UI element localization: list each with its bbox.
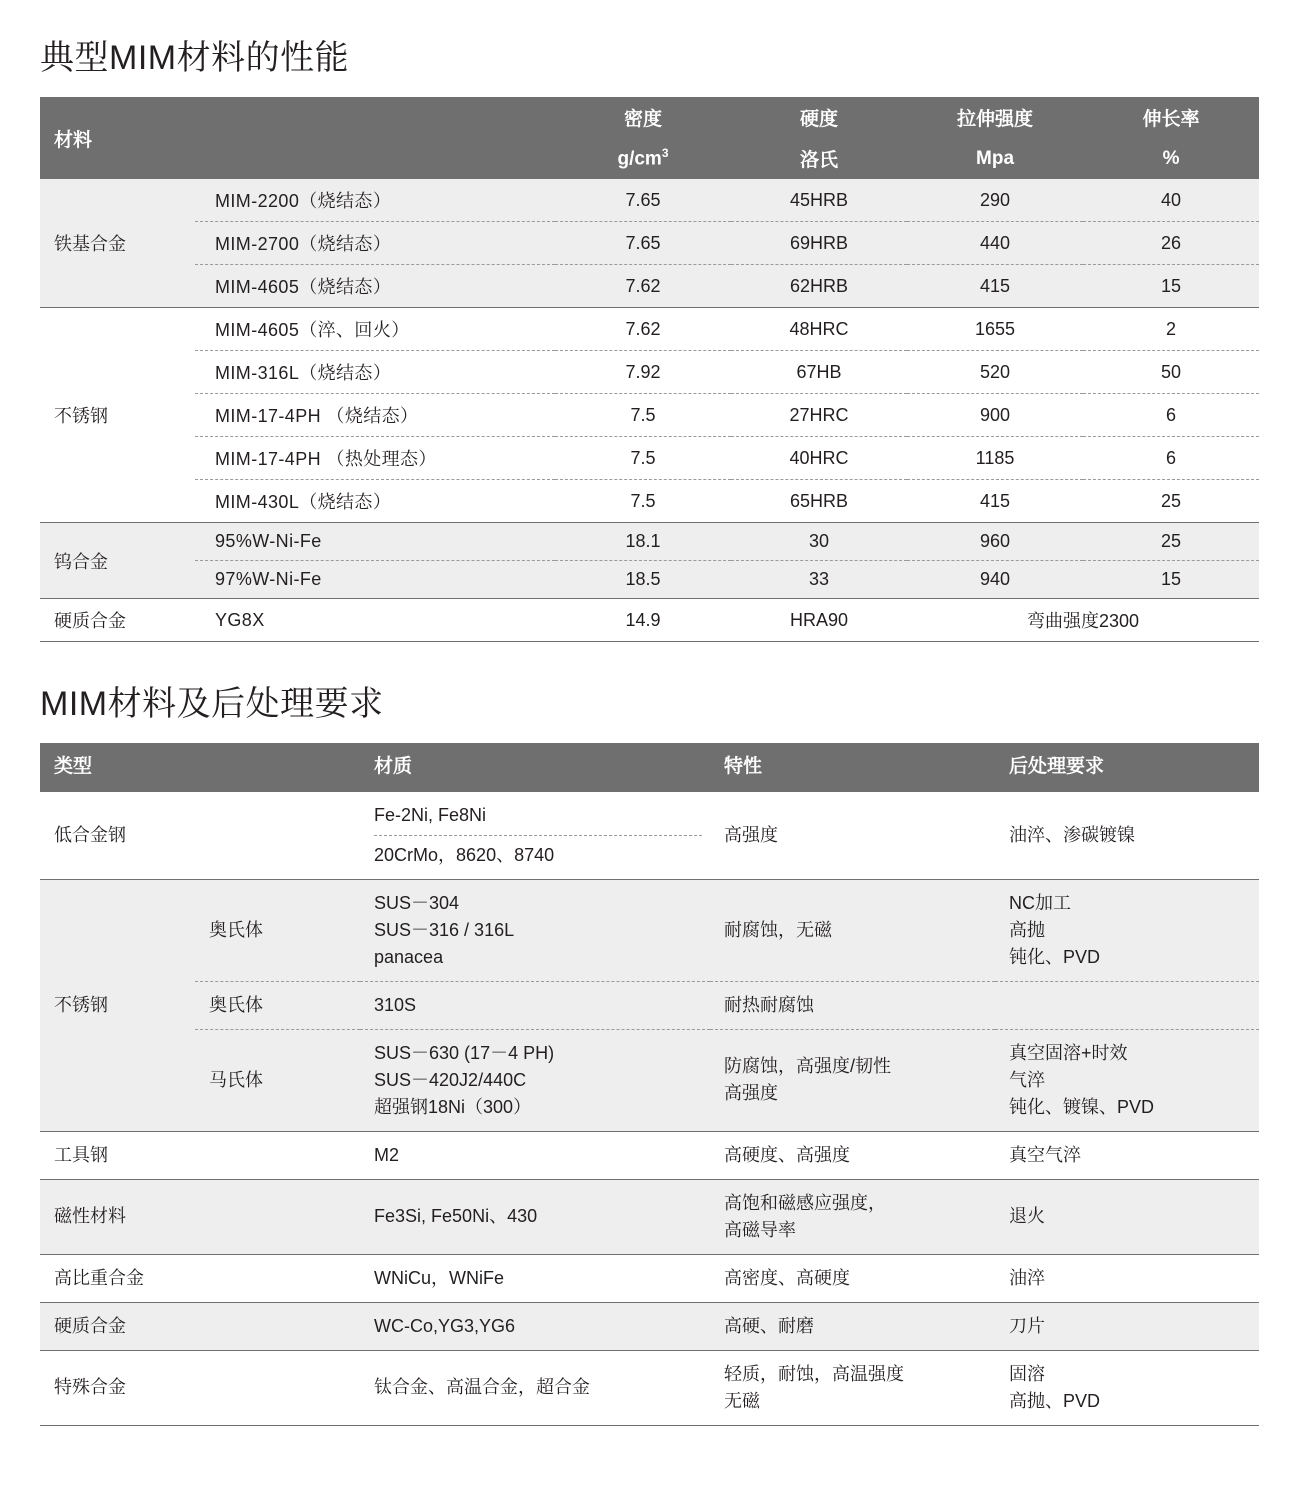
material-line: SUS－304 bbox=[374, 892, 460, 913]
elongation-value: 15 bbox=[1083, 265, 1259, 308]
mim-performance-table bbox=[40, 97, 1259, 642]
table-header-row bbox=[40, 743, 1259, 792]
material-line: SUS－316 / 316L bbox=[374, 919, 515, 940]
material-cell bbox=[360, 792, 710, 880]
header-density: 密度 bbox=[555, 97, 731, 138]
header-hardness-unit: 洛氏 bbox=[731, 138, 907, 179]
header-density-unit: $g/cm^3$ bbox=[555, 138, 731, 179]
table-row bbox=[40, 480, 1259, 523]
table-row bbox=[40, 523, 1259, 561]
header-property: 特性 bbox=[710, 743, 995, 792]
header-tensile-unit: Mpa bbox=[907, 138, 1083, 179]
material-cell bbox=[360, 1029, 710, 1131]
post-cell: 油淬 bbox=[995, 1254, 1259, 1302]
material-name: MIM‑17-4PH （烧结态） bbox=[195, 394, 555, 437]
elongation-value: 6 bbox=[1083, 437, 1259, 480]
hardness-value: 45HRB bbox=[731, 179, 907, 222]
material-name: MIM-2700（烧结态） bbox=[195, 222, 555, 265]
material-name: 95%W-Ni-Fe bbox=[195, 523, 555, 561]
material-name: YG8X bbox=[195, 599, 555, 642]
post-cell bbox=[995, 981, 1259, 1029]
property-cell bbox=[710, 1179, 995, 1254]
type-name: 低合金钢 bbox=[40, 792, 360, 880]
elongation-value: 26 bbox=[1083, 222, 1259, 265]
material-name: MIM‑316L（烧结态） bbox=[195, 351, 555, 394]
tensile-value: 940 bbox=[907, 561, 1083, 599]
table-header bbox=[40, 97, 1259, 179]
density-value: 7.65 bbox=[555, 222, 731, 265]
post-line: 气淬 bbox=[1009, 1069, 1046, 1090]
table-row bbox=[40, 561, 1259, 599]
table-row bbox=[40, 351, 1259, 394]
property-cell: 高硬、耐磨 bbox=[710, 1302, 995, 1350]
table-row bbox=[40, 792, 1259, 880]
material-cell: WC-Co,YG3,YG6 bbox=[360, 1302, 710, 1350]
tensile-value: 415 bbox=[907, 265, 1083, 308]
post-line: 钝化、PVD bbox=[1009, 946, 1101, 967]
post-line: 钝化、镀镍、PVD bbox=[1009, 1096, 1155, 1117]
material-line: panacea bbox=[374, 946, 444, 967]
density-value: 14.9 bbox=[555, 599, 731, 642]
table-row bbox=[40, 879, 1259, 981]
hardness-value: 33 bbox=[731, 561, 907, 599]
property-line: 无磁 bbox=[724, 1390, 761, 1411]
material-cell: Fe3Si, Fe50Ni、430 bbox=[360, 1179, 710, 1254]
property-line: 轻质，耐蚀，高温强度 bbox=[724, 1363, 905, 1384]
material-cell: 310S bbox=[360, 981, 710, 1029]
page-title-performance: 典型MIM材料的性能 bbox=[40, 39, 350, 77]
group-name: 硬质合金 bbox=[40, 599, 195, 642]
property-cell: 高强度 bbox=[710, 792, 995, 880]
group-name: 铁基合金 bbox=[40, 179, 195, 308]
property-line: 高强度 bbox=[724, 1083, 779, 1103]
material-name: MIM-4605（淬、回火） bbox=[195, 308, 555, 351]
table-row bbox=[40, 179, 1259, 222]
table-row bbox=[40, 308, 1259, 351]
table-row bbox=[40, 599, 1259, 642]
header-elongation: 伸长率 bbox=[1083, 97, 1259, 138]
post-cell bbox=[995, 1350, 1259, 1425]
elongation-value: 2 bbox=[1083, 308, 1259, 351]
elongation-value: 6 bbox=[1083, 394, 1259, 437]
subtype-name: 奥氏体 bbox=[195, 879, 360, 981]
property-line: 高饱和磁感应强度， bbox=[724, 1192, 887, 1213]
post-cell bbox=[995, 1029, 1259, 1131]
density-value: 7.65 bbox=[555, 179, 731, 222]
tensile-value: 960 bbox=[907, 523, 1083, 561]
elongation-value: 40 bbox=[1083, 179, 1259, 222]
group-name: 钨合金 bbox=[40, 523, 195, 599]
header-tensile: 拉伸强度 bbox=[907, 97, 1083, 138]
property-line: 高磁导率 bbox=[724, 1219, 797, 1240]
tensile-value: 1655 bbox=[907, 308, 1083, 351]
elongation-value: 25 bbox=[1083, 480, 1259, 523]
subtype-name: 奥氏体 bbox=[195, 981, 360, 1029]
type-name: 高比重合金 bbox=[40, 1254, 360, 1302]
tensile-value: 290 bbox=[907, 179, 1083, 222]
density-value: 7.5 bbox=[555, 394, 731, 437]
property-cell: 高硬度、高强度 bbox=[710, 1131, 995, 1179]
material-line: SUS－420J2/440C bbox=[374, 1069, 527, 1090]
hardness-value: 30 bbox=[731, 523, 907, 561]
elongation-value: 25 bbox=[1083, 523, 1259, 561]
elongation-value: 50 bbox=[1083, 351, 1259, 394]
material-line: 20CrMo，8620、8740 bbox=[374, 844, 555, 865]
hardness-value: 48HRC bbox=[731, 308, 907, 351]
property-cell: 耐热耐腐蚀 bbox=[710, 981, 995, 1029]
type-name: 工具钢 bbox=[40, 1131, 360, 1179]
density-value: 7.5 bbox=[555, 437, 731, 480]
post-line: 固溶 bbox=[1009, 1363, 1046, 1384]
header-hardness: 硬度 bbox=[731, 97, 907, 138]
density-value: 7.5 bbox=[555, 480, 731, 523]
table-row bbox=[40, 1131, 1259, 1179]
post-line: 高抛 bbox=[1009, 919, 1046, 940]
property-cell: 高密度、高硬度 bbox=[710, 1254, 995, 1302]
table-row bbox=[40, 222, 1259, 265]
mim-post-processing-table bbox=[40, 743, 1259, 1426]
subtype-name: 马氏体 bbox=[195, 1029, 360, 1131]
post-cell: 真空气淬 bbox=[995, 1131, 1259, 1179]
hardness-value: HRA90 bbox=[731, 599, 907, 642]
hardness-value: 65HRB bbox=[731, 480, 907, 523]
header-material: 材质 bbox=[360, 743, 710, 792]
type-name: 硬质合金 bbox=[40, 1302, 360, 1350]
density-value: 18.1 bbox=[555, 523, 731, 561]
material-name: MIM‑430L（烧结态） bbox=[195, 480, 555, 523]
hardness-value: 62HRB bbox=[731, 265, 907, 308]
material-name: MIM‑17-4PH （热处理态） bbox=[195, 437, 555, 480]
post-line: NC加工 bbox=[1009, 892, 1072, 913]
material-cell: WNiCu，WNiFe bbox=[360, 1254, 710, 1302]
post-cell: 油淬、渗碳镀镍 bbox=[995, 792, 1259, 880]
table-row bbox=[40, 981, 1259, 1029]
table-row bbox=[40, 1350, 1259, 1425]
tensile-value: 520 bbox=[907, 351, 1083, 394]
tensile-value: 900 bbox=[907, 394, 1083, 437]
table-row bbox=[40, 265, 1259, 308]
material-name: 97%W-Ni-Fe bbox=[195, 561, 555, 599]
property-cell bbox=[710, 1350, 995, 1425]
property-line: 防腐蚀，高强度/韧性 bbox=[724, 1056, 892, 1076]
post-line: 高抛、PVD bbox=[1009, 1390, 1101, 1411]
density-value: 7.62 bbox=[555, 308, 731, 351]
header-elongation-unit: % bbox=[1083, 138, 1259, 179]
hardness-value: 27HRC bbox=[731, 394, 907, 437]
material-cell bbox=[360, 879, 710, 981]
hardness-value: 67HB bbox=[731, 351, 907, 394]
table-row bbox=[40, 1029, 1259, 1131]
material-cell: M2 bbox=[360, 1131, 710, 1179]
tensile-value: 415 bbox=[907, 480, 1083, 523]
hardness-value: 69HRB bbox=[731, 222, 907, 265]
property-cell bbox=[710, 1029, 995, 1131]
page-title-post-processing: MIM材料及后处理要求 bbox=[40, 685, 384, 723]
group-name: 不锈钢 bbox=[40, 308, 195, 523]
type-name: 不锈钢 bbox=[40, 879, 195, 1131]
material-line: Fe-2Ni, Fe8Ni bbox=[374, 802, 702, 836]
material-name: MIM-4605（烧结态） bbox=[195, 265, 555, 308]
table-header-row-top bbox=[40, 97, 1259, 138]
material-name: MIM-2200（烧结态） bbox=[195, 179, 555, 222]
table-row bbox=[40, 1302, 1259, 1350]
table-header bbox=[40, 743, 1259, 792]
density-value: 18.5 bbox=[555, 561, 731, 599]
table-row bbox=[40, 437, 1259, 480]
tensile-value: 1185 bbox=[907, 437, 1083, 480]
header-type: 类型 bbox=[40, 743, 360, 792]
post-cell: 刀片 bbox=[995, 1302, 1259, 1350]
density-value: 7.92 bbox=[555, 351, 731, 394]
table-row bbox=[40, 394, 1259, 437]
table-row bbox=[40, 1179, 1259, 1254]
material-line: SUS－630 (17－4 PH) bbox=[374, 1042, 555, 1063]
post-line: 真空固溶+时效 bbox=[1009, 1042, 1128, 1063]
post-cell: 退火 bbox=[995, 1179, 1259, 1254]
table-row bbox=[40, 1254, 1259, 1302]
tensile-value: 弯曲强度2300 bbox=[907, 599, 1259, 642]
type-name: 特殊合金 bbox=[40, 1350, 360, 1425]
post-cell bbox=[995, 879, 1259, 981]
header-post: 后处理要求 bbox=[995, 743, 1259, 792]
density-value: 7.62 bbox=[555, 265, 731, 308]
material-line: 超强钢18Ni（300） bbox=[374, 1096, 532, 1117]
header-material: 材料 bbox=[40, 97, 555, 179]
type-name: 磁性材料 bbox=[40, 1179, 360, 1254]
elongation-value: 15 bbox=[1083, 561, 1259, 599]
hardness-value: 40HRC bbox=[731, 437, 907, 480]
property-cell: 耐腐蚀，无磁 bbox=[710, 879, 995, 981]
material-cell: 钛合金、高温合金，超合金 bbox=[360, 1350, 710, 1425]
tensile-value: 440 bbox=[907, 222, 1083, 265]
